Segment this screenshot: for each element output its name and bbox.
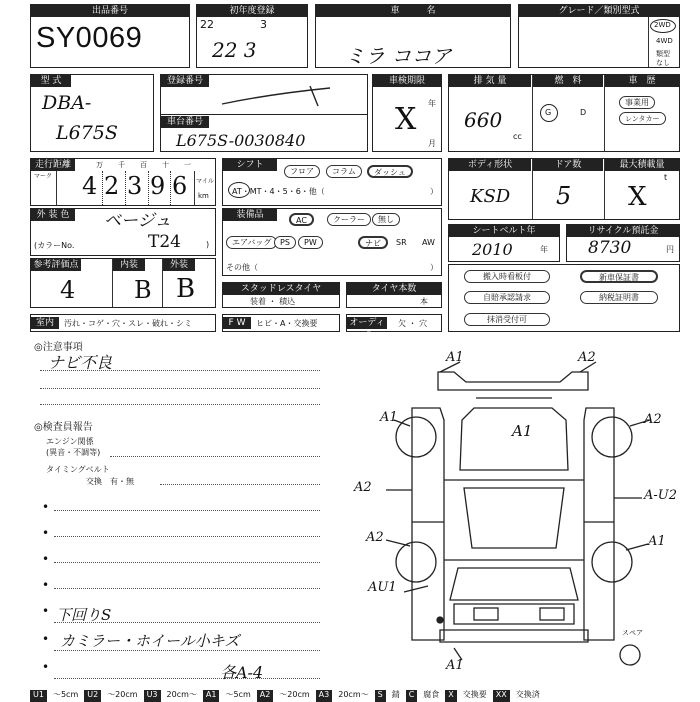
- doc-jibai: 自賠承認請求: [464, 291, 550, 304]
- history-label: 車 歴: [605, 75, 679, 87]
- shift-column: コラム: [326, 165, 362, 178]
- legend-x-text: 交換要: [462, 690, 487, 699]
- drive-2wd: 2WD: [654, 21, 671, 29]
- legend-u1-size: ～5cm: [52, 690, 79, 699]
- timing-belt-sub: 交換 有・無: [86, 477, 134, 486]
- drive-4wd: 4WD: [656, 37, 673, 45]
- shift-dash: ダッシュ: [367, 165, 413, 178]
- unit-ichi: 一: [184, 161, 191, 169]
- first-reg-month-small: 3: [260, 18, 267, 31]
- legend-a1: A1: [203, 690, 220, 702]
- fw-label: F W: [223, 317, 251, 329]
- unit-mile: マイル: [196, 178, 214, 185]
- equip-sr: SR: [396, 238, 407, 247]
- audio-label: オーディオ: [347, 317, 387, 329]
- legend-a3-size: 20cm～: [338, 690, 369, 699]
- unit-hyaku: 百: [140, 161, 147, 169]
- note-bullet-2: •: [42, 526, 50, 540]
- caution-label: ◎注意事項: [34, 342, 83, 353]
- mileage-label: 走行距離: [31, 159, 75, 171]
- note-bullet-7: •: [42, 660, 50, 674]
- diagram-label-1: A1: [446, 350, 464, 365]
- shift-options: AT・MT・4・5・6・他（: [232, 187, 325, 196]
- legend-u3: U3: [144, 690, 161, 702]
- unit-sen: 千: [118, 161, 125, 169]
- legend-u2-size: ～20cm: [107, 690, 138, 699]
- cc-value: 660: [464, 108, 503, 132]
- mileage-digit-3: 3: [127, 172, 143, 200]
- diagram-label-4: A2: [644, 412, 662, 427]
- interior-score-label: 内装: [113, 259, 145, 271]
- legend-xx: XX: [493, 690, 510, 702]
- legend-a2: A2: [257, 690, 274, 702]
- model-value-line1: DBA-: [42, 92, 92, 114]
- color-value: ベージュ: [104, 211, 172, 231]
- doc-tax: 納税証明書: [580, 291, 658, 304]
- note-bullet-1: •: [42, 500, 50, 514]
- recycle-value: 8730: [588, 238, 632, 258]
- load-unit: t: [664, 173, 668, 182]
- note-bullet-3: •: [42, 552, 50, 566]
- equipment-label: 装備品: [223, 209, 277, 221]
- chassis-label: 車台番号: [161, 116, 209, 128]
- engine-related-label: エンジン関係: [46, 437, 94, 446]
- equip-ac: AC: [289, 213, 314, 226]
- color-code-value: T24: [148, 232, 181, 252]
- score-value: 4: [60, 276, 76, 304]
- equip-ps: PS: [274, 236, 296, 249]
- color-code-label: (カラーNo.: [34, 241, 75, 250]
- mileage-digit-1: 4: [82, 172, 98, 200]
- legend-s-text: 錆: [391, 690, 400, 699]
- chassis-value: L675S-0030840: [176, 131, 306, 150]
- inspection-report-label: ◎検査員報告: [34, 422, 93, 433]
- inspection-value: X: [395, 102, 417, 137]
- doc-signboard: 搬入時看板付: [464, 270, 550, 283]
- diagram-label-11: A1: [446, 658, 464, 673]
- engine-related-sub: (異音・不調等): [46, 448, 101, 457]
- car-name-label-bar: 車 名: [316, 5, 510, 17]
- diagram-label-6: A2: [354, 480, 372, 495]
- seatbelt-label: シートベルト年: [449, 225, 559, 237]
- equip-airbag: エアバッグ: [226, 236, 277, 249]
- note-bullet-6: •: [42, 632, 50, 646]
- equip-aw: AW: [422, 238, 435, 247]
- interior-score-value: B: [134, 276, 152, 304]
- mileage-digit-5: 6: [172, 172, 188, 200]
- recycle-label: リサイクル預託金: [567, 225, 679, 237]
- diagram-label-7: A-U2: [644, 488, 678, 503]
- shift-label: シフト: [223, 159, 277, 171]
- cc-unit: cc: [513, 132, 522, 141]
- unit-km: km: [198, 192, 209, 200]
- legend-c-text: 腐食: [423, 690, 440, 699]
- exterior-score-value: B: [176, 274, 196, 304]
- unit-ju: 十: [162, 161, 169, 169]
- fuel-d: D: [580, 108, 587, 117]
- mileage-digit-2: 2: [104, 172, 120, 200]
- studless-label: スタッドレスタイヤ: [223, 283, 339, 295]
- legend-u1: U1: [30, 690, 47, 702]
- recycle-unit: 円: [666, 245, 674, 254]
- fw-options: ヒビ・A・交換要: [256, 319, 318, 328]
- legend-u2: U2: [84, 690, 101, 702]
- doc-cancel: 抹消受付可: [464, 313, 550, 326]
- equip-cooler: クーラー: [327, 213, 371, 226]
- seatbelt-unit: 年: [540, 245, 548, 254]
- note-mirror-wheel: カミラー・ホイール小キズ: [60, 632, 240, 650]
- diagram-label-5: A1: [512, 422, 533, 440]
- first-reg-handwritten: 22 3: [212, 38, 257, 62]
- registration-label: 登録番号: [161, 75, 209, 87]
- cc-label: 排 気 量: [449, 75, 531, 87]
- caution-text: ナビ不良: [48, 353, 113, 372]
- mileage-digit-4: 9: [150, 172, 166, 200]
- model-value-line2: L675S: [56, 122, 118, 144]
- type-label: 類型: [656, 50, 670, 58]
- unit-man: 万: [96, 161, 103, 169]
- grade-label: グレード／類別型式: [519, 5, 679, 17]
- mileage-mark-label: マーク: [34, 173, 53, 180]
- inspection-year-unit: 年: [428, 99, 436, 108]
- inspection-label: 車検期限: [373, 75, 441, 87]
- body-label: ボディ形状: [449, 159, 531, 171]
- color-label: 外 装 色: [31, 209, 75, 221]
- door-label: ドア数: [533, 159, 603, 171]
- legend-row: [30, 690, 680, 702]
- equip-other-label: その他（: [226, 263, 258, 272]
- note-each-a: 各A-4: [220, 663, 264, 682]
- legend-s: S: [375, 690, 386, 702]
- seatbelt-value: 2010: [472, 240, 513, 259]
- tire-count-unit: 本: [420, 297, 428, 306]
- body-value: KSD: [470, 186, 511, 207]
- fuel-g: G: [545, 108, 552, 117]
- legend-c: C: [406, 690, 418, 702]
- diagram-label-8: A2: [366, 530, 384, 545]
- note-bullet-4: •: [42, 578, 50, 592]
- diagram-label-2: A2: [578, 350, 596, 365]
- equip-navi: ナビ: [358, 236, 388, 249]
- lot-number-value: SY0069: [36, 22, 143, 54]
- shift-floor: フロア: [284, 165, 320, 178]
- audio-options: 欠 ・ 穴: [398, 319, 428, 328]
- color-code-close: ): [206, 240, 210, 249]
- load-value: X: [628, 182, 647, 212]
- history-business: 事業用: [619, 96, 655, 109]
- legend-a2-size: ～20cm: [279, 690, 310, 699]
- note-bullet-5: •: [42, 604, 50, 618]
- timing-belt-label: タイミングベルト: [46, 465, 110, 474]
- equip-other-close: ）: [430, 263, 438, 272]
- legend-a3: A3: [316, 690, 333, 702]
- car-name-value: ミラ ココア: [345, 44, 452, 68]
- model-label: 型 式: [31, 75, 71, 87]
- legend-x: X: [445, 690, 456, 702]
- history-rental: レンタカー: [619, 112, 666, 125]
- diagram-label-9: A1: [648, 534, 666, 549]
- door-value: 5: [556, 182, 572, 210]
- exterior-score-label: 外装: [163, 259, 195, 271]
- spare-label: スペア: [622, 629, 643, 637]
- first-reg-era-small: 22: [200, 18, 214, 31]
- shift-close: ）: [430, 187, 438, 196]
- equip-none: 無し: [372, 213, 400, 226]
- diagram-label-10: AU1: [368, 580, 397, 595]
- tire-count-label: タイヤ本数: [347, 283, 441, 295]
- first-registration-label: 初年度登録: [197, 5, 307, 17]
- equip-pw: PW: [298, 236, 323, 249]
- lot-number-label: 出品番号: [31, 5, 189, 17]
- fuel-label: 燃 料: [533, 75, 603, 87]
- studless-options: 装着 ・ 積込: [250, 297, 296, 306]
- doc-warranty: 新車保証書: [580, 270, 658, 283]
- diagram-label-3: A1: [380, 410, 398, 425]
- load-label: 最大積載量: [605, 159, 679, 171]
- type-none: なし: [656, 59, 670, 67]
- legend-u3-size: 20cm～: [166, 690, 197, 699]
- legend-a1-size: ～5cm: [225, 690, 251, 699]
- inspection-month-unit: 月: [428, 139, 436, 148]
- note-underbody: 下回りS: [56, 606, 112, 624]
- interior-condition-label: 室内: [31, 317, 59, 329]
- score-label: 参考評価点: [31, 259, 81, 271]
- interior-condition-options: 汚れ・コゲ・穴・スレ・破れ・シミ: [64, 319, 192, 328]
- legend-xx-text: 交換済: [515, 690, 540, 699]
